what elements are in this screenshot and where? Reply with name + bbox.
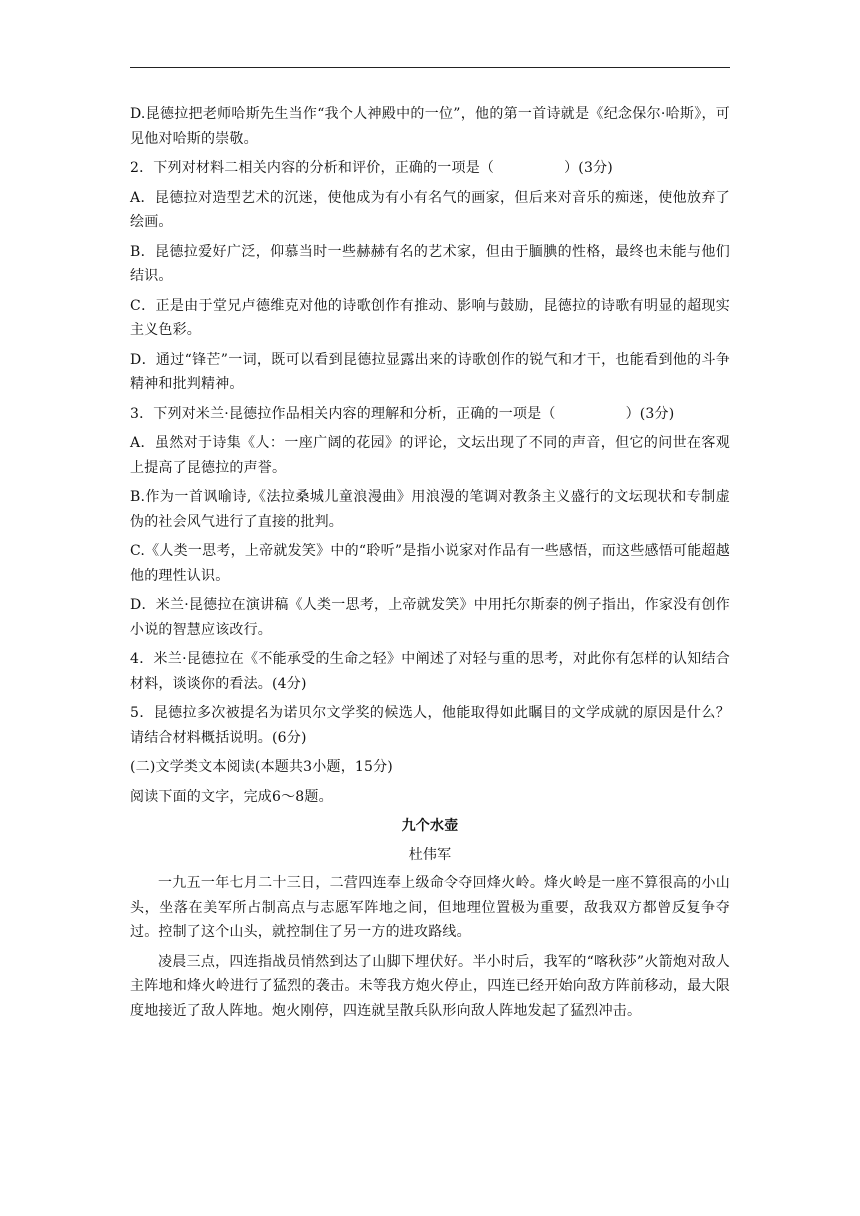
q3-stem-score: ）(3分) (625, 405, 675, 422)
q2-option-a: A．昆德拉对造型艺术的沉迷，使他成为有小有名气的画家，但后来对音乐的痴迷，使他放弃了绘画。 (130, 189, 730, 230)
q1-option-d: D.昆德拉把老师哈斯先生当作“我个人神殿中的一位”，他的第一首诗就是《纪念保尔·哈斯》，可见他对哈斯的崇敬。 (130, 106, 730, 147)
q3-option-d: D．米兰·昆德拉在演讲稿《人类一思考，上帝就发笑》中用托尔斯泰的例子指出，作家没有创作小说的智慧应该改行。 (130, 597, 730, 638)
q5-stem: 5．昆德拉多次被提名为诺贝尔文学奖的候选人，他能取得如此瞩目的文学成就的原因是什么？请结合材料概括说明。(6分) (130, 705, 730, 746)
q3-stem-text: 3．下列对米兰·昆德拉作品相关内容的理解和分析，正确的一项是（ (130, 405, 556, 422)
q2-stem-text: 2．下列对材料二相关内容的分析和评价，正确的一项是（ (130, 160, 495, 176)
story-paragraph-1: 一九五一年七月二十三日，二营四连奉上级命令夺回烽火岭。烽火岭是一座不算很高的小山头，坐落在美军所占制高点与志愿军阵地之间，但地理位置极为重要，敌我双方都曾反复争夺过。控制了这个山头，就控制住了另一方的进攻路线。 (130, 875, 730, 940)
q3-option-c: C.《人类一思考，上帝就发笑》中的“聆听”是指小说家对作品有一些感悟，而这些感悟可能超越他的理性认识。 (130, 543, 730, 584)
q2-stem-score: ）(3分) (564, 160, 613, 176)
q3-stem (130, 402, 730, 427)
q2-option-d: D．通过“锋芒”一词，既可以看到昆德拉显露出来的诗歌创作的锐气和才干，也能看到他的斗争精神和批判精神。 (130, 351, 730, 392)
q2-option-b: B．昆德拉爱好广泛，仰慕当时一些赫赫有名的艺术家，但由于腼腆的性格，最终也未能与他们结识。 (130, 243, 730, 284)
story-author: 杜伟军 (408, 846, 452, 863)
q3-option-b: B.作为一首讽喻诗,《法拉桑城儿童浪漫曲》用浪漫的笔调对教条主义盛行的文坛现状和专制虚伪的社会风气进行了直接的批判。 (130, 489, 730, 530)
story-title: 九个水壶 (401, 818, 459, 834)
q3-option-a: A．虽然对于诗集《人：一座广阔的花园》的评论，文坛出现了不同的声音，但它的问世在客观上提高了昆德拉的声誉。 (130, 435, 730, 476)
q2-option-c: C．正是由于堂兄卢德维克对他的诗歌创作有推动、影响与鼓励，昆德拉的诗歌有明显的超现实主义色彩。 (130, 297, 730, 338)
reading-instruction: 阅读下面的文字，完成6～8题。 (130, 788, 333, 805)
q2-stem (130, 156, 730, 181)
section-heading: (二)文学类文本阅读(本题共3小题，15分) (130, 759, 393, 775)
header-rule (130, 67, 730, 68)
q4-stem: 4．米兰·昆德拉在《不能承受的生命之轻》中阐述了对轻与重的思考，对此你有怎样的认知结合材料，谈谈你的看法。(4分) (130, 651, 730, 692)
story-paragraph-2: 凌晨三点，四连指战员悄然到达了山脚下埋伏好。半小时后，我军的“喀秋莎”火箭炮对敌人主阵地和烽火岭进行了猛烈的袭击。未等我方炮火停止，四连已经开始向敌方阵前移动，最大限度地接近了敌人阵地。炮火刚停，四连就呈散兵队形向敌人阵地发起了猛烈冲击。 (130, 953, 730, 1019)
document-body (130, 102, 730, 1028)
